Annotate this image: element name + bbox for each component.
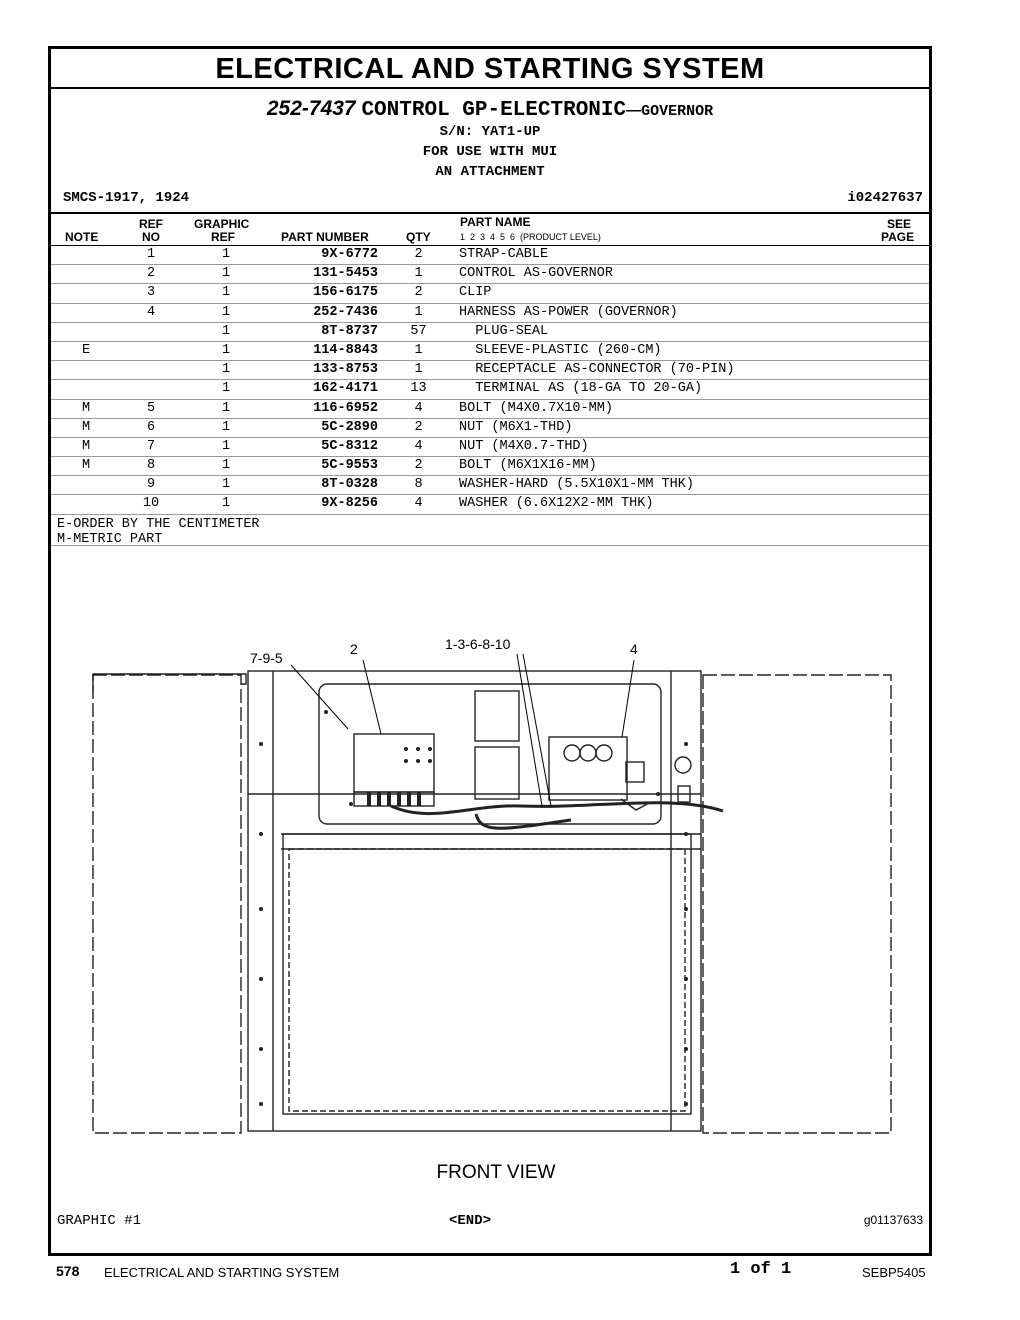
- cell-pn: 252-7436: [313, 304, 378, 320]
- table-body: [51, 246, 929, 515]
- note-m: M-METRIC PART: [57, 531, 163, 547]
- page-number: 578: [56, 1263, 80, 1279]
- cell-name: RECEPTACLE AS-CONNECTOR (70-PIN): [459, 362, 735, 378]
- cell-ref: 3: [146, 285, 156, 301]
- cell-gref: 1: [221, 419, 231, 435]
- group-part-number: 252-7437: [266, 97, 356, 120]
- group-sub-name: GOVERNOR: [641, 103, 714, 120]
- cell-note: M: [81, 419, 91, 435]
- page-frame: [48, 46, 932, 1256]
- serial-line: S/N: YAT1-UP: [439, 124, 541, 140]
- header-ref-2: NO: [142, 230, 160, 244]
- table-row: [51, 304, 929, 323]
- cell-name: TERMINAL AS (18-GA TO 20-GA): [459, 381, 703, 397]
- cell-gref: 1: [221, 285, 231, 301]
- cell-gref: 1: [221, 458, 231, 474]
- header-see-1: SEE: [887, 217, 912, 231]
- cell-name: CLIP: [459, 285, 492, 301]
- cell-note: E: [81, 342, 91, 358]
- cell-pn: 156-6175: [313, 285, 378, 301]
- cell-pn: 5C-9553: [321, 458, 378, 474]
- cell-ref: 9: [146, 477, 156, 493]
- callout-1-3-6-8-10: 1-3-6-8-10: [445, 636, 511, 652]
- table-row: [51, 380, 929, 399]
- cell-gref: 1: [221, 247, 231, 262]
- cell-name: HARNESS AS-POWER (GOVERNOR): [459, 304, 678, 320]
- cell-qty: 1: [414, 304, 423, 320]
- front-view-drawing: [51, 634, 935, 1194]
- group-heading: [51, 97, 929, 122]
- cell-pn: 114-8843: [313, 342, 378, 358]
- note-e: E-ORDER BY THE CENTIMETER: [57, 516, 260, 532]
- table-row: [51, 265, 929, 284]
- graphic-id: g01137633: [863, 1213, 923, 1227]
- cell-qty: 2: [414, 285, 423, 301]
- end-label: <END>: [449, 1213, 492, 1229]
- cell-qty: 8: [414, 477, 423, 493]
- cell-name: CONTROL AS-GOVERNOR: [459, 266, 613, 282]
- cell-gref: 1: [221, 362, 231, 378]
- cell-qty: 4: [414, 438, 423, 454]
- cell-gref: 1: [221, 342, 231, 358]
- view-label: FRONT VIEW: [436, 1162, 556, 1183]
- parts-table: [51, 212, 929, 546]
- cell-qty: 4: [414, 496, 423, 512]
- cell-name: NUT (M4X0.7-THD): [459, 438, 589, 454]
- cell-ref: 6: [146, 419, 156, 435]
- cell-qty: 13: [410, 381, 427, 397]
- header-note: NOTE: [65, 230, 99, 244]
- cell-ref: 8: [146, 458, 156, 474]
- cell-pn: 9X-6772: [321, 247, 378, 262]
- cell-gref: 1: [221, 400, 231, 416]
- use-line: FOR USE WITH MUI: [422, 144, 558, 160]
- header-graphic-2: REF: [211, 230, 235, 244]
- header-part-name: PART NAME: [460, 215, 531, 229]
- table-row: [51, 495, 929, 514]
- cell-name: STRAP-CABLE: [459, 247, 549, 262]
- cell-name: BOLT (M6X1X16-MM): [459, 458, 597, 474]
- cell-name: PLUG-SEAL: [459, 323, 549, 339]
- cell-qty: 57: [410, 323, 427, 339]
- cell-name: WASHER-HARD (5.5X10X1-MM THK): [459, 477, 694, 493]
- cell-name: SLEEVE-PLASTIC (260-CM): [459, 342, 662, 358]
- cell-pn: 8T-0328: [321, 477, 378, 493]
- cell-ref: 10: [142, 496, 160, 512]
- table-row: [51, 419, 929, 438]
- cell-note: M: [81, 438, 91, 454]
- cell-qty: 2: [414, 458, 423, 474]
- smcs-code: SMCS-1917, 1924: [63, 190, 190, 206]
- cell-name: BOLT (M4X0.7X10-MM): [459, 400, 613, 416]
- cell-qty: 4: [414, 400, 423, 416]
- callout-7-9-5: 7-9-5: [250, 650, 283, 666]
- document-number: SEBP5405: [862, 1265, 926, 1280]
- cell-qty: 1: [414, 266, 423, 282]
- table-row: [51, 284, 929, 303]
- header-graphic-1: GRAPHIC: [194, 217, 250, 231]
- cell-gref: 1: [221, 477, 231, 493]
- cell-ref: 5: [146, 400, 156, 416]
- cell-name: WASHER (6.6X12X2-MM THK): [459, 496, 654, 512]
- cell-pn: 8T-8737: [321, 323, 378, 339]
- callout-2: 2: [350, 641, 358, 657]
- header-see-2: PAGE: [881, 230, 915, 244]
- table-row: [51, 342, 929, 361]
- cell-gref: 1: [221, 438, 231, 454]
- table-row: [51, 361, 929, 380]
- header-qty: QTY: [406, 230, 431, 244]
- cell-pn: 133-8753: [313, 362, 378, 378]
- table-row: [51, 323, 929, 342]
- cell-gref: 1: [221, 323, 231, 339]
- graphic-label: GRAPHIC #1: [57, 1213, 142, 1229]
- cell-pn: 162-4171: [313, 381, 378, 397]
- cell-ref: 1: [146, 247, 156, 262]
- cell-pn: 131-5453: [313, 266, 378, 282]
- footer-section: ELECTRICAL AND STARTING SYSTEM: [104, 1265, 340, 1280]
- table-row: [51, 438, 929, 457]
- cell-ref: 7: [146, 438, 156, 454]
- cell-gref: 1: [221, 496, 231, 512]
- page-title: ELECTRICAL AND STARTING SYSTEM: [51, 49, 929, 89]
- page-count: 1 of 1: [730, 1260, 792, 1279]
- group-dash: —: [626, 102, 642, 119]
- table-notes: [51, 515, 929, 546]
- group-name: CONTROL GP-ELECTRONIC: [361, 99, 627, 122]
- header-part-number: PART NUMBER: [281, 230, 369, 244]
- table-row: [51, 400, 929, 419]
- cell-note: M: [81, 400, 91, 416]
- cell-pn: 5C-2890: [321, 419, 378, 435]
- header-ref-1: REF: [139, 217, 163, 231]
- attachment-line: AN ATTACHMENT: [435, 164, 545, 180]
- cell-pn: 5C-8312: [321, 438, 378, 454]
- cell-qty: 1: [414, 342, 423, 358]
- cell-pn: 116-6952: [313, 400, 378, 416]
- cell-note: M: [81, 458, 91, 474]
- illustration-id: i02427637: [847, 190, 923, 206]
- table-header: [51, 214, 929, 246]
- cell-gref: 1: [221, 266, 231, 282]
- cell-qty: 2: [414, 247, 423, 262]
- callout-4: 4: [630, 641, 638, 657]
- cell-ref: 4: [146, 304, 156, 320]
- header-product-levels: 1 2 3 4 5 6 (PRODUCT LEVEL): [460, 232, 601, 242]
- table-row: [51, 457, 929, 476]
- cell-name: NUT (M6X1-THD): [459, 419, 573, 435]
- cell-pn: 9X-8256: [321, 496, 378, 512]
- cell-qty: 1: [414, 362, 423, 378]
- cell-gref: 1: [221, 381, 231, 397]
- cell-gref: 1: [221, 304, 231, 320]
- table-row: [51, 246, 929, 265]
- cell-qty: 2: [414, 419, 423, 435]
- cell-ref: 2: [146, 266, 156, 282]
- table-row: [51, 476, 929, 495]
